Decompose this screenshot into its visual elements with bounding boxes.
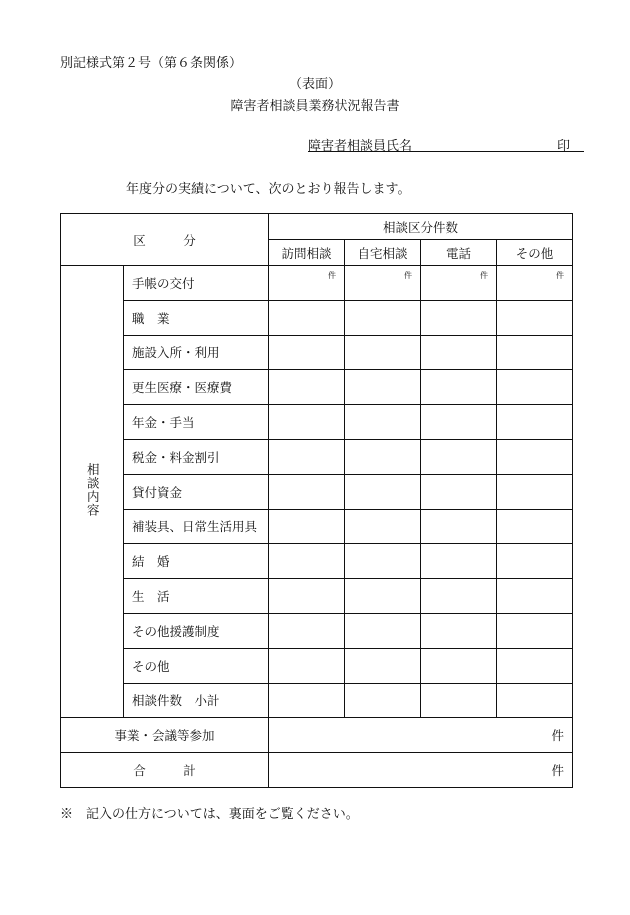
unit-label: 件: [404, 271, 413, 280]
input-cell[interactable]: [497, 370, 573, 405]
document-title: 障害者相談員業務状況報告書: [230, 99, 400, 114]
content-group-label: 相談内容: [85, 463, 101, 518]
input-cell[interactable]: [345, 683, 421, 718]
input-cell[interactable]: [345, 509, 421, 544]
input-cell[interactable]: [421, 439, 497, 474]
signer-name-field[interactable]: [308, 135, 584, 152]
input-cell[interactable]: [269, 405, 345, 440]
input-cell[interactable]: [421, 613, 497, 648]
input-cell[interactable]: [497, 335, 573, 370]
input-cell[interactable]: [497, 474, 573, 509]
row-label: 相談件数 小計: [124, 683, 269, 718]
unit-label: 件: [328, 271, 337, 280]
row-label: 施設入所・利用: [124, 335, 269, 370]
input-cell[interactable]: [269, 683, 345, 718]
row-label: 結 婚: [124, 544, 269, 579]
input-cell[interactable]: [421, 370, 497, 405]
input-cell[interactable]: [497, 300, 573, 335]
input-cell[interactable]: [269, 474, 345, 509]
meetings-row: [61, 718, 573, 753]
input-cell[interactable]: [497, 509, 573, 544]
input-cell[interactable]: [497, 405, 573, 440]
column-header-home: 自宅相談: [345, 240, 421, 266]
meetings-label: 事業・会議等参加: [61, 718, 269, 753]
input-cell[interactable]: [269, 266, 345, 301]
input-cell[interactable]: [497, 579, 573, 614]
input-cell[interactable]: [421, 648, 497, 683]
form-id: 別記様式第２号（第６条関係）: [60, 56, 243, 71]
input-cell[interactable]: [497, 544, 573, 579]
input-cell[interactable]: [269, 370, 345, 405]
total-input-cell[interactable]: [269, 753, 573, 788]
table-row: [61, 474, 573, 509]
column-header-other: その他: [497, 240, 573, 266]
table-row: [61, 613, 573, 648]
row-label: 職 業: [124, 300, 269, 335]
input-cell[interactable]: [345, 544, 421, 579]
input-cell[interactable]: [421, 509, 497, 544]
category-header: 区 分: [61, 214, 269, 266]
input-cell[interactable]: [421, 300, 497, 335]
input-cell[interactable]: [421, 474, 497, 509]
column-header-visit: 訪問相談: [269, 240, 345, 266]
table-row: [61, 405, 573, 440]
input-cell[interactable]: [421, 266, 497, 301]
table-row: [61, 335, 573, 370]
signer-name-label: 障害者相談員氏名: [308, 139, 413, 154]
input-cell[interactable]: [421, 335, 497, 370]
input-cell[interactable]: [269, 300, 345, 335]
row-label: 手帳の交付: [124, 266, 269, 301]
unit-label: 件: [556, 271, 565, 280]
total-row: [61, 753, 573, 788]
input-cell[interactable]: [497, 648, 573, 683]
table-row: [61, 300, 573, 335]
input-cell[interactable]: [269, 579, 345, 614]
table-row: [61, 509, 573, 544]
input-cell[interactable]: [497, 683, 573, 718]
table-row: [61, 579, 573, 614]
table-row: [61, 544, 573, 579]
report-table: [60, 213, 573, 788]
input-cell[interactable]: [345, 579, 421, 614]
seal-mark: 印: [556, 139, 570, 154]
input-cell[interactable]: [269, 613, 345, 648]
input-cell[interactable]: [497, 439, 573, 474]
input-cell[interactable]: [345, 405, 421, 440]
row-label: その他援護制度: [124, 613, 269, 648]
count-group-header: 相談区分件数: [269, 214, 573, 240]
row-label: 貸付資金: [124, 474, 269, 509]
input-cell[interactable]: [421, 405, 497, 440]
input-cell[interactable]: [421, 579, 497, 614]
input-cell[interactable]: [345, 370, 421, 405]
meetings-input-cell[interactable]: [269, 718, 573, 753]
input-cell[interactable]: [269, 648, 345, 683]
input-cell[interactable]: [269, 335, 345, 370]
table-row: [61, 439, 573, 474]
input-cell[interactable]: [345, 266, 421, 301]
input-cell[interactable]: [345, 474, 421, 509]
input-cell[interactable]: [269, 509, 345, 544]
content-group-cell: [61, 266, 124, 718]
row-label: 税金・料金割引: [124, 439, 269, 474]
table-row: [61, 648, 573, 683]
row-label: 年金・手当: [124, 405, 269, 440]
table-row: [61, 370, 573, 405]
unit-label: 件: [551, 763, 565, 779]
input-cell[interactable]: [345, 300, 421, 335]
total-label: 合 計: [61, 753, 269, 788]
row-label: 生 活: [124, 579, 269, 614]
input-cell[interactable]: [269, 439, 345, 474]
input-cell[interactable]: [269, 544, 345, 579]
footnote: ※ 記入の仕方については、裏面をご覧ください。: [60, 807, 359, 822]
unit-label: 件: [480, 271, 489, 280]
row-label: 補装具、日常生活用具: [124, 509, 269, 544]
input-cell[interactable]: [421, 683, 497, 718]
input-cell[interactable]: [345, 335, 421, 370]
input-cell[interactable]: [497, 266, 573, 301]
intro-text: 年度分の実績について、次のとおり報告します。: [126, 182, 411, 197]
input-cell[interactable]: [345, 613, 421, 648]
row-label: その他: [124, 648, 269, 683]
column-header-phone: 電話: [421, 240, 497, 266]
input-cell[interactable]: [345, 439, 421, 474]
input-cell[interactable]: [497, 613, 573, 648]
input-cell[interactable]: [421, 544, 497, 579]
table-row: [61, 266, 573, 301]
input-cell[interactable]: [345, 648, 421, 683]
row-label: 更生医療・医療費: [124, 370, 269, 405]
unit-label: 件: [551, 728, 565, 744]
table-row: [61, 683, 573, 718]
side-label: （表面）: [288, 77, 341, 92]
